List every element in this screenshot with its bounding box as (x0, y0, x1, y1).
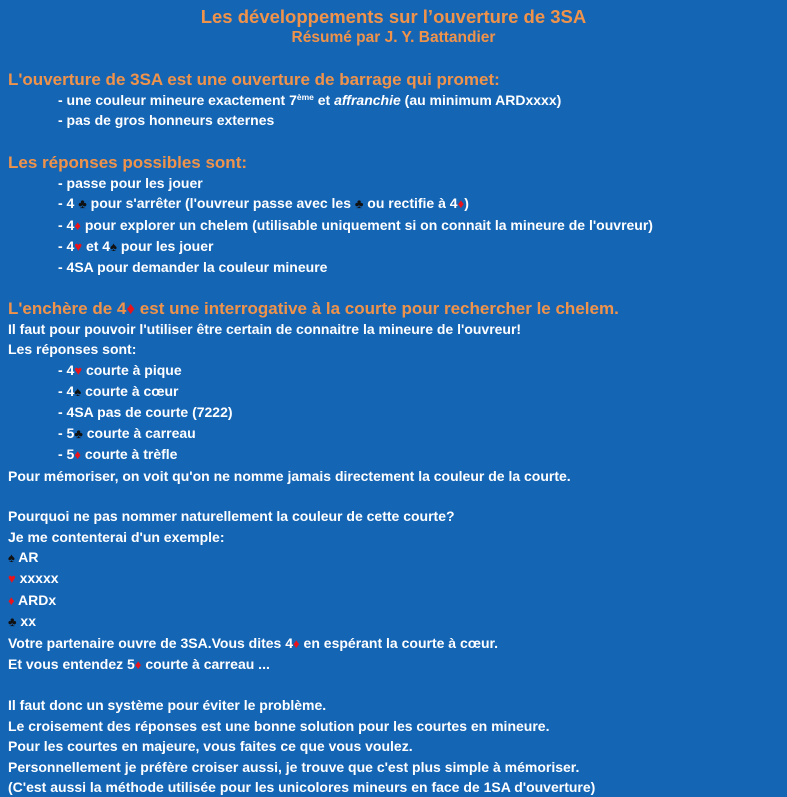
paragraph: Je me contenterai d'un exemple: (8, 528, 225, 545)
page-subtitle: Résumé par J. Y. Battandier (291, 29, 496, 46)
paragraph: Pour les courtes en majeure, vous faites ce que vous voulez. (8, 738, 413, 755)
list-item: - passe pour les jouer (58, 174, 203, 191)
paragraph: Et vous entendez 5♦ courte à carreau ... (8, 655, 270, 672)
heart-icon: ♥ (74, 362, 83, 378)
paragraph: Votre partenaire ouvre de 3SA.Vous dites 4♦ en espérant la courte à cœur. (8, 634, 499, 651)
spacer (8, 131, 779, 152)
page-title: Les développements sur l’ouverture de 3SA (200, 6, 587, 27)
diamond-icon: ♦ (293, 635, 300, 651)
diamond-icon: ♦ (74, 447, 81, 463)
paragraph: Il faut pour pouvoir l'utiliser être certain de connaitre la mineure de l'ouvreur! (8, 320, 522, 337)
spacer (8, 48, 779, 69)
list-item: - 4SA pas de courte (7222) (58, 404, 233, 421)
list-item: - 4♠ courte à cœur (58, 383, 179, 400)
list-item: - 4 ♣ pour s'arrêter (l'ouvreur passe avec les ♣ ou rectifie à 4♦) (58, 195, 469, 212)
diamond-icon: ♦ (134, 656, 142, 672)
list-item: - pas de gros honneurs externes (58, 112, 275, 129)
list-item: - 5♦ courte à trèfle (58, 446, 178, 463)
club-icon: ♣ (78, 196, 87, 212)
paragraph: Le croisement des réponses est une bonne solution pour les courtes en mineure. (8, 717, 550, 734)
club-icon: ♣ (8, 614, 17, 630)
paragraph: Personnellement je préfère croiser aussi, je trouve que c'est plus simple à mémoriser. (8, 758, 580, 775)
list-item: - 4SA pour demander la couleur mineure (58, 259, 328, 276)
diamond-icon: ♦ (457, 196, 465, 212)
spade-icon: ♠ (110, 239, 117, 255)
hand-hearts: ♥ xxxxx (8, 570, 59, 587)
diamond-icon: ♦ (8, 592, 15, 608)
paragraph: Il faut donc un système pour éviter le problème. (8, 697, 327, 714)
paragraph: Pourquoi ne pas nommer naturellement la couleur de cette courte? (8, 508, 455, 525)
paragraph: (C'est aussi la méthode utilisée pour les unicolores mineurs en face de 1SA d'ouverture) (8, 778, 596, 795)
hand-diamonds: ♦ ARDx (8, 591, 57, 608)
list-item: - 4♥ et 4♠ pour les jouer (58, 238, 214, 255)
heart-icon: ♥ (74, 239, 83, 255)
list-item: - 5♣ courte à carreau (58, 424, 196, 441)
section-heading-interrogative: L'enchère de 4♦ est une interrogative à la courte pour rechercher le chelem. (8, 298, 619, 318)
spade-icon: ♠ (8, 549, 15, 565)
spacer (8, 675, 779, 695)
spacer (8, 486, 779, 506)
hand-clubs: ♣ xx (8, 613, 36, 630)
club-icon: ♣ (354, 196, 364, 212)
heart-icon: ♥ (8, 571, 16, 587)
section-heading-opening: L'ouverture de 3SA est une ouverture de barrage qui promet: (8, 70, 500, 89)
paragraph: Pour mémoriser, on voit qu'on ne nomme jamais directement la couleur de la courte. (8, 467, 571, 484)
hand-spades: ♠ AR (8, 548, 39, 565)
section-heading-responses: Les réponses possibles sont: (8, 152, 248, 172)
paragraph: Les réponses sont: (8, 341, 137, 358)
list-item: - 4♦ pour explorer un chelem (utilisable uniquement si on connait la mineure de l'ouvreur) (58, 216, 653, 233)
spade-icon: ♠ (74, 384, 82, 400)
spacer (8, 278, 779, 298)
diamond-icon: ♦ (126, 298, 136, 318)
list-item: - une couleur mineure exactement 7ème et affranchie (au minimum ARDxxxx) (58, 92, 562, 108)
diamond-icon: ♦ (74, 217, 81, 233)
club-icon: ♣ (74, 425, 83, 441)
list-item: - 4♥ courte à pique (58, 361, 182, 378)
